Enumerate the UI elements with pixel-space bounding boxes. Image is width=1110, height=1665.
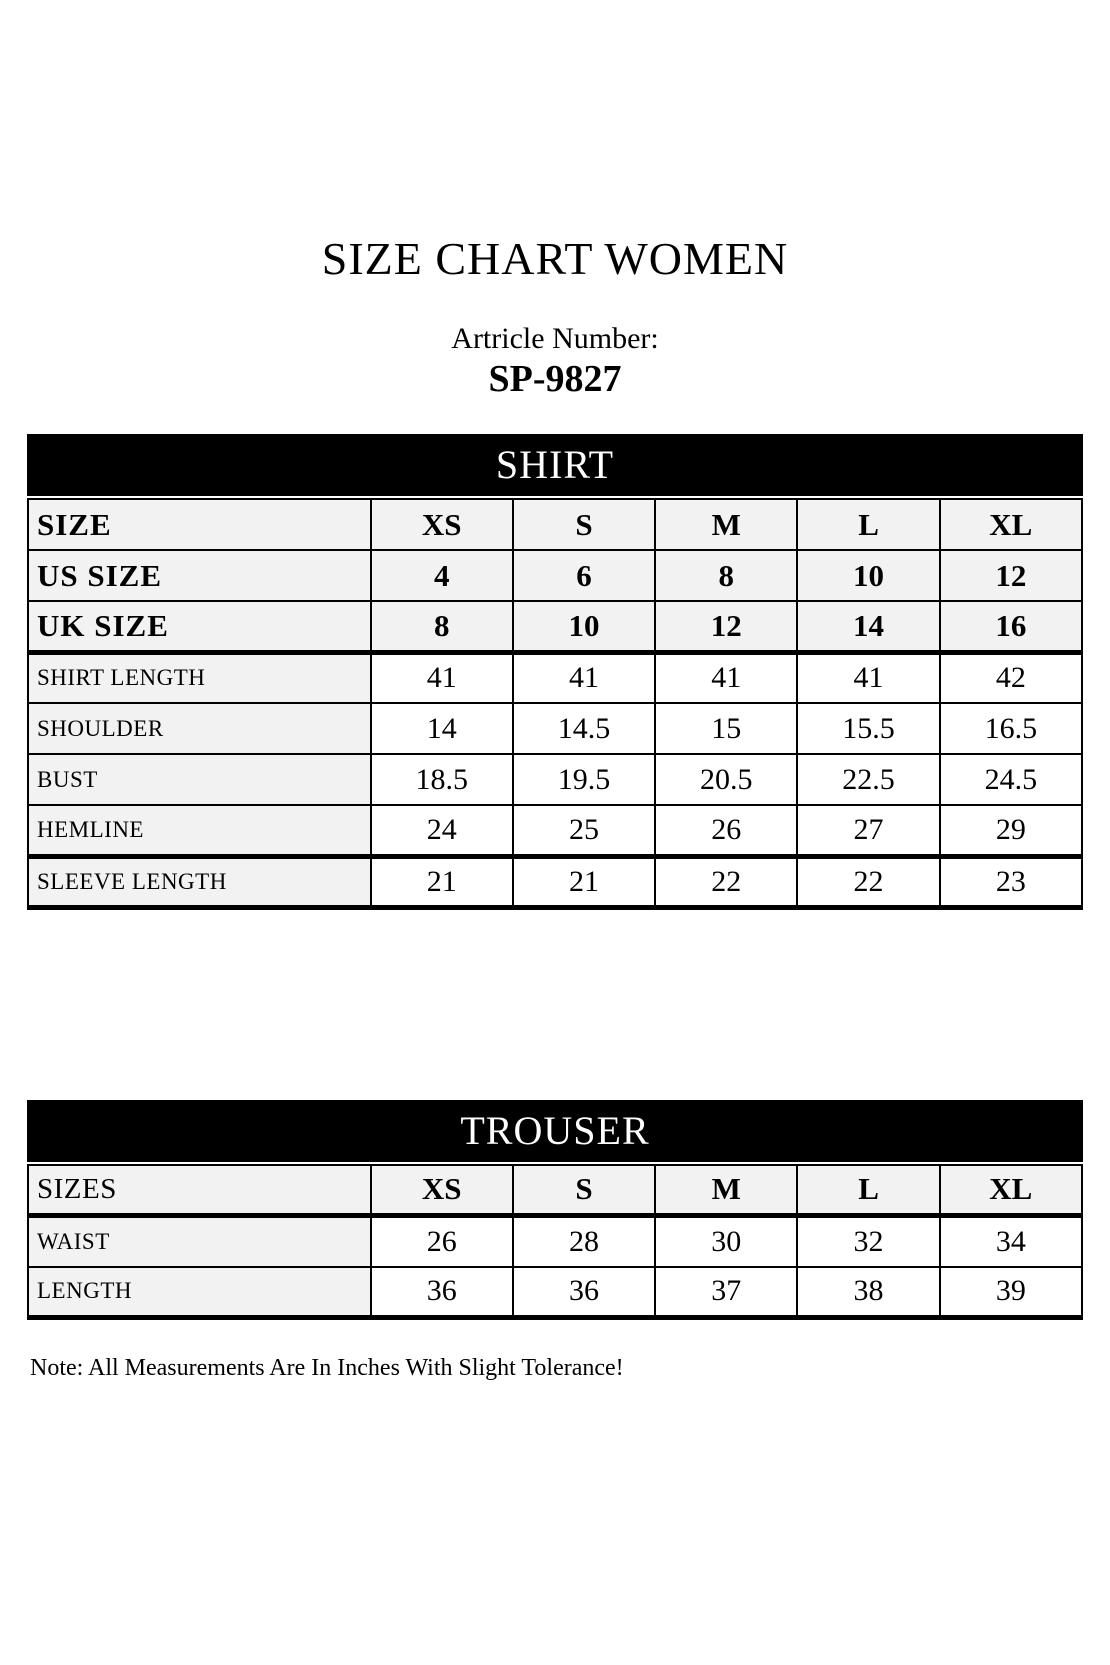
table-row-hemline — [28, 805, 1082, 856]
value-cell: 19.5 — [513, 754, 655, 805]
value-cell: L — [797, 1165, 939, 1216]
value-cell: 36 — [371, 1267, 513, 1318]
value-cell: 36 — [513, 1267, 655, 1318]
value-cell: 41 — [513, 652, 655, 703]
value-cell: 14 — [371, 703, 513, 754]
value-cell: 12 — [940, 550, 1082, 601]
value-cell: L — [797, 499, 939, 550]
row-label-cell: SHIRT LENGTH — [28, 652, 371, 703]
value-cell: S — [513, 499, 655, 550]
trouser-table — [27, 1164, 1083, 1321]
value-cell: 30 — [655, 1216, 797, 1267]
value-cell: 21 — [371, 856, 513, 907]
value-cell: S — [513, 1165, 655, 1216]
value-cell: M — [655, 1165, 797, 1216]
row-label-cell: SHOULDER — [28, 703, 371, 754]
value-cell: 8 — [655, 550, 797, 601]
table-row-shoulder — [28, 703, 1082, 754]
value-cell: 23 — [940, 856, 1082, 907]
value-cell: 14 — [797, 601, 939, 652]
value-cell: XL — [940, 1165, 1082, 1216]
value-cell: 22.5 — [797, 754, 939, 805]
row-label-cell: HEMLINE — [28, 805, 371, 856]
value-cell: XL — [940, 499, 1082, 550]
trouser-section — [27, 1100, 1083, 1321]
value-cell: 29 — [940, 805, 1082, 856]
table-row-sleeve-length — [28, 856, 1082, 907]
value-cell: XS — [371, 1165, 513, 1216]
page-title: SIZE CHART WOMEN — [321, 233, 789, 284]
row-label-cell: WAIST — [28, 1216, 371, 1267]
shirt-section — [27, 434, 1083, 910]
value-cell: 21 — [513, 856, 655, 907]
value-cell: 39 — [940, 1267, 1082, 1318]
value-cell: 20.5 — [655, 754, 797, 805]
value-cell: 41 — [797, 652, 939, 703]
value-cell: 4 — [371, 550, 513, 601]
note-text: Note: All Measurements Are In Inches With Slight Tolerance! — [30, 1355, 624, 1381]
table-row-length — [28, 1267, 1082, 1318]
value-cell: 28 — [513, 1216, 655, 1267]
table-row-bust — [28, 754, 1082, 805]
value-cell: 38 — [797, 1267, 939, 1318]
value-cell: 16.5 — [940, 703, 1082, 754]
table-row-us-size — [28, 550, 1082, 601]
table-row-shirt-length — [28, 652, 1082, 703]
row-label-cell: UK SIZE — [28, 601, 371, 652]
value-cell: 6 — [513, 550, 655, 601]
value-cell: 37 — [655, 1267, 797, 1318]
value-cell: 16 — [940, 601, 1082, 652]
value-cell: 18.5 — [371, 754, 513, 805]
value-cell: 24.5 — [940, 754, 1082, 805]
shirt-table-title: SHIRT — [27, 434, 1083, 496]
value-cell: 15.5 — [797, 703, 939, 754]
value-cell: 32 — [797, 1216, 939, 1267]
value-cell: 10 — [513, 601, 655, 652]
value-cell: 26 — [371, 1216, 513, 1267]
value-cell: 34 — [940, 1216, 1082, 1267]
table-row-waist — [28, 1216, 1082, 1267]
value-cell: 14.5 — [513, 703, 655, 754]
value-cell: 15 — [655, 703, 797, 754]
value-cell: 8 — [371, 601, 513, 652]
value-cell: 42 — [940, 652, 1082, 703]
row-label-cell: SIZE — [28, 499, 371, 550]
value-cell: 41 — [655, 652, 797, 703]
table-row-size — [28, 499, 1082, 550]
value-cell: 24 — [371, 805, 513, 856]
value-cell: 10 — [797, 550, 939, 601]
row-label-cell: SLEEVE LENGTH — [28, 856, 371, 907]
article-number-value: SP-9827 — [488, 358, 622, 400]
trouser-table-title: TROUSER — [27, 1100, 1083, 1162]
value-cell: 22 — [655, 856, 797, 907]
row-label-cell: BUST — [28, 754, 371, 805]
shirt-table — [27, 498, 1083, 910]
value-cell: 22 — [797, 856, 939, 907]
value-cell: 41 — [371, 652, 513, 703]
value-cell: M — [655, 499, 797, 550]
value-cell: 27 — [797, 805, 939, 856]
table-row-sizes — [28, 1165, 1082, 1216]
row-label-cell: SIZES — [28, 1165, 371, 1216]
value-cell: 26 — [655, 805, 797, 856]
article-number-label: Artricle Number: — [451, 322, 659, 355]
value-cell: 25 — [513, 805, 655, 856]
table-row-uk-size — [28, 601, 1082, 652]
row-label-cell: LENGTH — [28, 1267, 371, 1318]
value-cell: 12 — [655, 601, 797, 652]
row-label-cell: US SIZE — [28, 550, 371, 601]
value-cell: XS — [371, 499, 513, 550]
